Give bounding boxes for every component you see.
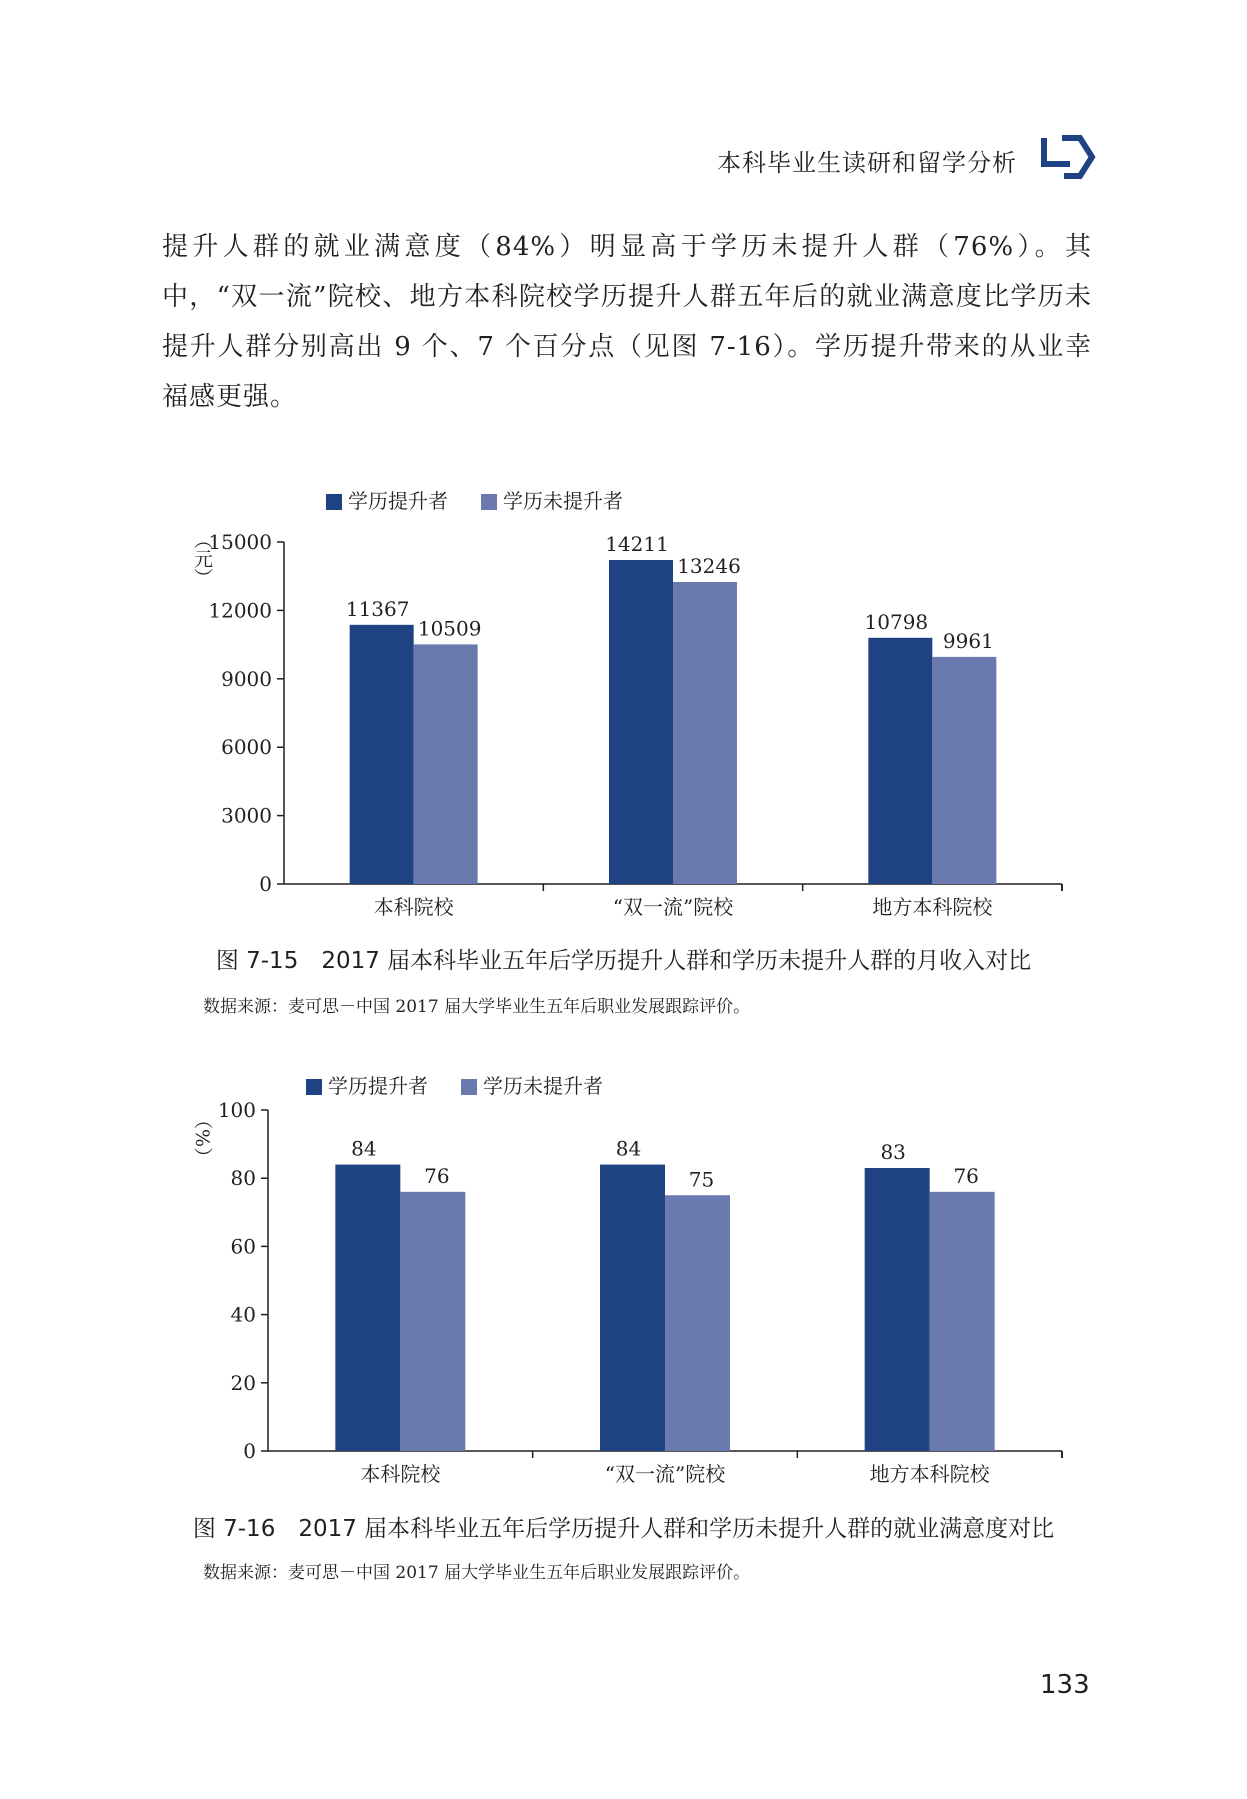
figure-caption-7-16: 图 7-16 2017 届本科毕业五年后学历提升人群和学历未提升人群的就业满意度对比 bbox=[192, 1516, 1055, 1542]
bar-1-0 bbox=[400, 1192, 465, 1451]
legend-label-1: 学历未提升者 bbox=[483, 1074, 603, 1098]
figure-caption-7-15: 图 7-15 2017 届本科毕业五年后学历提升人群和学历未提升人群的月收入对比 bbox=[215, 948, 1032, 974]
category-label: “双一流”院校 bbox=[604, 1462, 726, 1486]
y-tick-label: 6000 bbox=[221, 735, 272, 760]
data-label: 83 bbox=[880, 1139, 906, 1164]
bar-0-2 bbox=[868, 638, 932, 884]
y-tick-label: 0 bbox=[243, 1439, 256, 1463]
bar-0-0 bbox=[335, 1165, 400, 1451]
bar-0-1 bbox=[609, 560, 673, 884]
bar-1-2 bbox=[930, 1192, 995, 1451]
bar-1-1 bbox=[673, 582, 737, 884]
y-tick-label: 40 bbox=[230, 1302, 256, 1327]
y-tick-label: 60 bbox=[230, 1234, 256, 1259]
category-label: 本科院校 bbox=[373, 895, 454, 919]
category-label: “双一流”院校 bbox=[612, 895, 734, 919]
legend-swatch-1 bbox=[481, 494, 497, 510]
y-tick-label: 100 bbox=[217, 1098, 256, 1122]
chapter-arrow-icon bbox=[1040, 134, 1102, 180]
y-tick-label: 80 bbox=[230, 1166, 256, 1191]
category-label: 本科院校 bbox=[360, 1462, 441, 1486]
data-label: 14211 bbox=[605, 531, 669, 556]
income-chart bbox=[0, 480, 1247, 930]
figure-source-7-15: 数据来源：麦可思－中国 2017 届大学毕业生五年后职业发展跟踪评价。 bbox=[203, 997, 751, 1017]
page-number: 133 bbox=[1040, 1670, 1090, 1700]
bar-1-1 bbox=[665, 1195, 730, 1451]
running-header: 本科毕业生读研和留学分析 bbox=[717, 149, 1017, 177]
data-label: 75 bbox=[688, 1167, 715, 1192]
category-label: 地方本科院校 bbox=[869, 1462, 990, 1486]
y-tick-label: 12000 bbox=[208, 598, 272, 623]
legend-swatch-0 bbox=[306, 1079, 322, 1095]
y-tick-label: 3000 bbox=[221, 803, 272, 828]
body-paragraph: 提升人群的就业满意度（84%）明显高于学历未提升人群（76%）。其中，“双一流”院校、地方本科院校学历提升人群五年后的就业满意度比学历未提升人群分别高出 9 个、7 个百分点（见图 7-16）。学历提升带来的从业幸福感更强。 bbox=[162, 232, 1092, 412]
legend-label-1: 学历未提升者 bbox=[503, 489, 623, 513]
y-axis-unit-label: （%） bbox=[191, 1110, 213, 1167]
data-label: 84 bbox=[615, 1136, 642, 1161]
satisfaction-chart-svg bbox=[0, 1065, 1247, 1495]
data-label: 11367 bbox=[345, 596, 410, 621]
data-label: 10509 bbox=[417, 616, 482, 641]
legend-swatch-0 bbox=[326, 494, 342, 510]
legend-swatch-1 bbox=[461, 1079, 477, 1095]
y-tick-label: 9000 bbox=[221, 666, 272, 691]
data-label: 76 bbox=[424, 1163, 450, 1188]
data-label: 10798 bbox=[864, 609, 929, 634]
y-tick-label: 15000 bbox=[208, 530, 272, 554]
income-chart-svg bbox=[0, 480, 1247, 930]
data-label: 84 bbox=[351, 1136, 377, 1161]
y-axis-unit-label: （元） bbox=[191, 530, 213, 587]
bar-0-0 bbox=[350, 625, 414, 884]
bar-0-2 bbox=[865, 1168, 930, 1451]
legend-label-0: 学历提升者 bbox=[348, 489, 448, 513]
bar-1-0 bbox=[414, 644, 478, 884]
y-tick-label: 0 bbox=[259, 872, 272, 896]
data-label: 76 bbox=[953, 1163, 979, 1188]
bar-1-2 bbox=[932, 657, 996, 884]
data-label: 9961 bbox=[942, 628, 994, 653]
bar-0-1 bbox=[600, 1165, 665, 1451]
category-label: 地方本科院校 bbox=[872, 895, 993, 919]
figure-source-7-16: 数据来源：麦可思－中国 2017 届大学毕业生五年后职业发展跟踪评价。 bbox=[203, 1563, 751, 1583]
legend-label-0: 学历提升者 bbox=[328, 1074, 428, 1098]
y-tick-label: 20 bbox=[230, 1370, 256, 1395]
data-label: 13246 bbox=[677, 553, 741, 578]
satisfaction-chart bbox=[0, 1065, 1247, 1495]
